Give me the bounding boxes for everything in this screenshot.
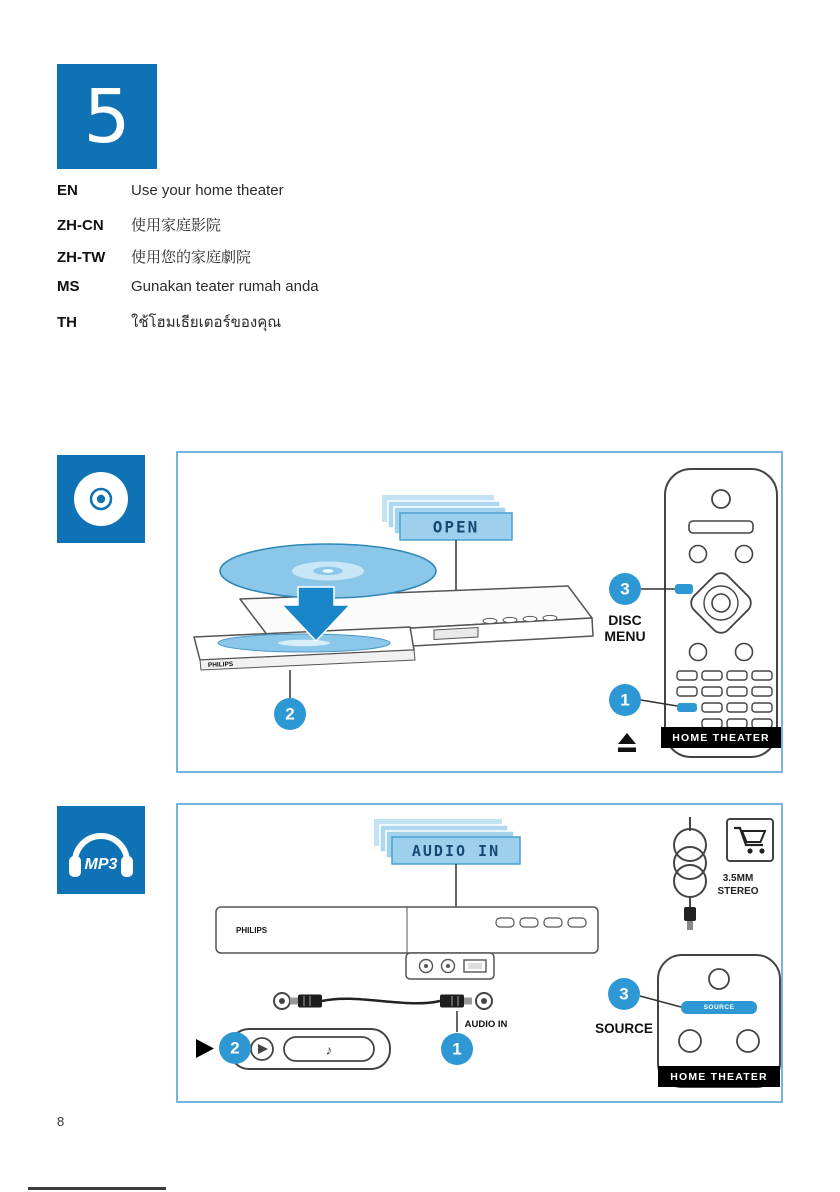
language-row xyxy=(57,310,319,342)
language-text: 使用家庭影院 xyxy=(131,217,222,234)
disc-menu-label-line1: DISC xyxy=(608,612,642,628)
tray-disc-hub xyxy=(278,640,330,646)
play-icon xyxy=(196,1039,214,1058)
page-number: 8 xyxy=(57,1114,65,1129)
step-3-number: 3 xyxy=(619,984,629,1004)
step-2-number: 2 xyxy=(230,1038,240,1058)
language-code: MS xyxy=(57,278,80,295)
home-theater-text: HOME THEATER xyxy=(670,1071,768,1083)
unit-button xyxy=(543,615,557,620)
unit-button xyxy=(523,616,537,621)
home-theater-unit xyxy=(194,586,593,670)
language-text: ใช้โฮมเธียเตอร์ของคุณ xyxy=(131,314,282,331)
disc-diagram xyxy=(178,453,781,771)
language-code: ZH-TW xyxy=(57,249,106,266)
language-text: Use your home theater xyxy=(131,182,284,199)
cable-plug-tip-left xyxy=(290,998,298,1005)
source-button-label: SOURCE xyxy=(703,1004,735,1011)
cable-spec-line1: 3.5MM xyxy=(722,873,754,884)
language-row xyxy=(57,278,319,310)
audio-in-port-label: AUDIO IN xyxy=(464,1019,508,1030)
cable-plug-tip-right xyxy=(464,998,472,1005)
unit-display-window xyxy=(434,628,478,640)
remote-control xyxy=(665,469,777,757)
unit-button xyxy=(503,617,517,622)
music-note-icon: ♪ xyxy=(325,1042,333,1058)
step-1-number: 1 xyxy=(452,1039,462,1059)
language-list xyxy=(57,182,319,342)
disc-instruction-panel xyxy=(176,451,783,773)
open-display xyxy=(382,495,512,540)
home-theater-label xyxy=(661,727,781,748)
step-3-number: 3 xyxy=(620,579,630,599)
disc-menu-label-line2: MENU xyxy=(604,628,646,644)
audio-cable xyxy=(274,993,508,1030)
open-display-text: OPEN xyxy=(432,517,480,537)
front-jack-panel xyxy=(406,953,494,979)
cable-coil xyxy=(674,817,706,907)
step-3-badge xyxy=(608,978,640,1010)
mp3-icon xyxy=(57,806,145,894)
step-1-number: 1 xyxy=(620,690,630,710)
language-code: EN xyxy=(57,182,78,199)
mp3-player xyxy=(230,1029,390,1069)
philips-logo: PHILIPS xyxy=(207,660,234,669)
mp3-icon-label: MP3 xyxy=(84,856,118,873)
disc-icon xyxy=(57,455,145,543)
coil-plug-tip xyxy=(687,921,693,930)
step-number: 5 xyxy=(83,73,131,160)
coil-plug xyxy=(684,907,696,921)
audio-in-display xyxy=(374,819,520,864)
step-3-badge xyxy=(609,573,641,605)
audio-in-display-text: AUDIO IN xyxy=(411,842,501,860)
disc-icon-art xyxy=(57,455,145,543)
language-code: TH xyxy=(57,314,77,331)
eject-icon xyxy=(618,733,636,752)
step-2-badge xyxy=(274,698,306,730)
step-2-number: 2 xyxy=(285,704,295,724)
mp3-diagram xyxy=(178,805,781,1101)
cable-cord xyxy=(322,999,440,1004)
language-row xyxy=(57,214,319,246)
philips-logo: PHILIPS xyxy=(236,926,268,935)
cable-spec-line2: STEREO xyxy=(717,886,759,897)
home-theater-label xyxy=(658,1066,780,1087)
home-theater-unit-front xyxy=(216,907,598,979)
mp3-icon-art xyxy=(57,806,145,894)
step-number-badge xyxy=(57,64,157,169)
home-theater-text: HOME THEATER xyxy=(672,732,770,744)
eject-remote-button xyxy=(677,703,697,712)
mp3-instruction-panel xyxy=(176,803,783,1103)
step-2-badge xyxy=(219,1032,251,1064)
disc-menu-button xyxy=(675,584,693,594)
step-1-badge xyxy=(441,1033,473,1065)
language-code: ZH-CN xyxy=(57,217,104,234)
language-row xyxy=(57,246,319,278)
print-footer-artifact xyxy=(28,1187,166,1190)
language-text: Gunakan teater rumah anda xyxy=(131,278,319,295)
unit-button xyxy=(483,618,497,623)
source-label: SOURCE xyxy=(595,1021,653,1036)
step-1-badge xyxy=(609,684,641,716)
language-text: 使用您的家庭劇院 xyxy=(131,249,252,266)
shopping-cart-icon xyxy=(727,819,773,861)
language-row xyxy=(57,182,319,214)
